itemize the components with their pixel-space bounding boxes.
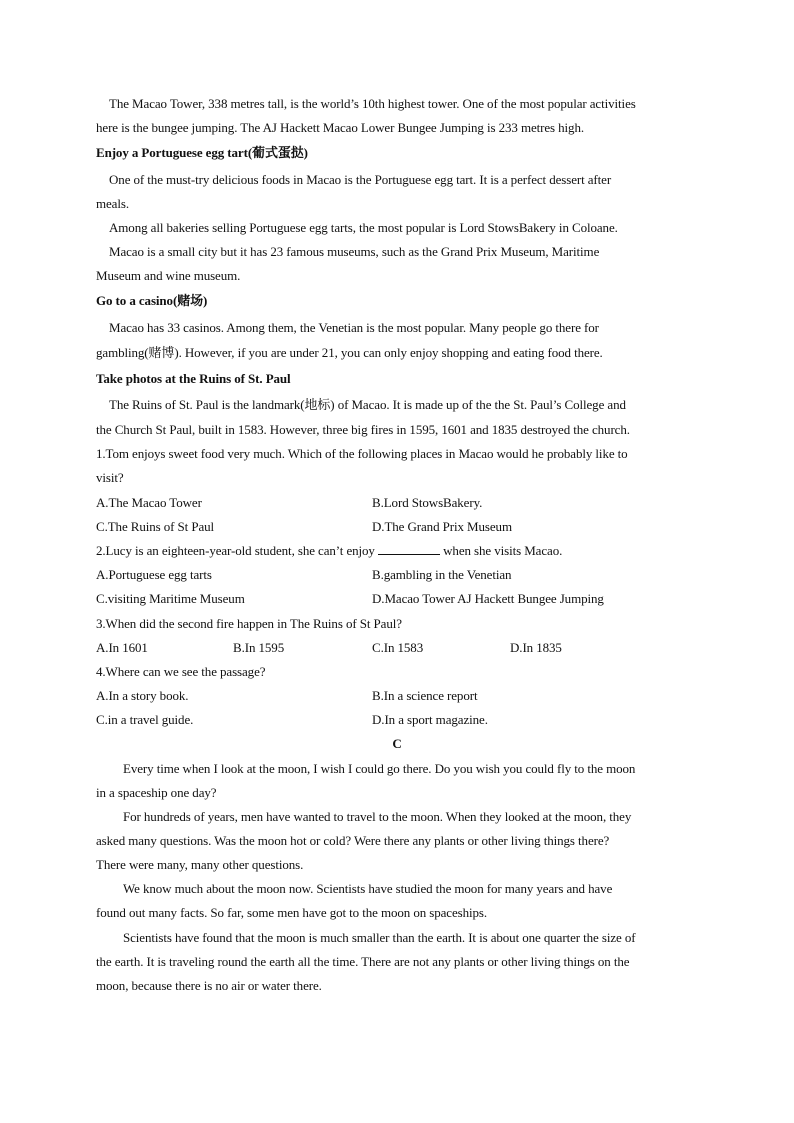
q3-option-d: D.In 1835 — [510, 640, 562, 655]
ruins-heading: Take photos at the Ruins of St. Paul — [96, 371, 291, 386]
moon-paragraph-1-cont: in a spaceship one day? — [96, 785, 217, 800]
q3-option-c: C.In 1583 — [372, 640, 424, 655]
egg-tart-paragraph-cont: meals. — [96, 196, 129, 211]
moon-paragraph-2-end: There were many, many other questions. — [96, 857, 304, 872]
museums-paragraph-cont: Museum and wine museum. — [96, 268, 241, 283]
question-1: 1.Tom enjoys sweet food very much. Which of the following places in Macao would he probably like to — [96, 446, 628, 461]
macao-tower-paragraph: The Macao Tower, 338 metres tall, is the world’s 10th highest tower. One of the most popular activities — [109, 96, 636, 111]
q1-option-a: A.The Macao Tower — [96, 495, 202, 510]
question-3: 3.When did the second fire happen in The Ruins of St Paul? — [96, 616, 402, 631]
question-2 — [96, 543, 562, 559]
ruins-paragraph: The Ruins of St. Paul is the landmark(地标) of Macao. It is made up of the the St. Paul’s College and — [109, 397, 626, 412]
question-2-text-end: when she visits Macao. — [439, 543, 563, 558]
moon-paragraph-4-end: moon, because there is no air or water there. — [96, 978, 322, 993]
q3-option-a: A.In 1601 — [96, 640, 148, 655]
moon-paragraph-4-cont: the earth. It is traveling round the earth all the time. There are not any plants or other living things on the — [96, 954, 630, 969]
section-c-title: C — [392, 736, 402, 751]
q4-option-c: C.in a travel guide. — [96, 712, 194, 727]
casino-heading: Go to a casino(赌场) — [96, 293, 208, 308]
q1-option-d: D.The Grand Prix Museum — [372, 519, 512, 534]
q1-option-b: B.Lord StowsBakery. — [372, 495, 483, 510]
ruins-paragraph-cont: the Church St Paul, built in 1583. However, three big fires in 1595, 1601 and 1835 destroyed the church. — [96, 422, 630, 437]
casino-paragraph-cont: gambling(赌博). However, if you are under 21, you can only enjoy shopping and eating food there. — [96, 345, 603, 360]
q2-option-b: B.gambling in the Venetian — [372, 567, 512, 582]
moon-paragraph-2-cont: asked many questions. Was the moon hot or cold? Were there any plants or other living things there? — [96, 833, 610, 848]
q2-option-a: A.Portuguese egg tarts — [96, 567, 212, 582]
bakery-paragraph: Among all bakeries selling Portuguese egg tarts, the most popular is Lord StowsBakery in Coloane. — [109, 220, 618, 235]
q4-option-b: B.In a science report — [372, 688, 478, 703]
moon-paragraph-3-cont: found out many facts. So far, some men have got to the moon on spaceships. — [96, 905, 488, 920]
answer-blank — [378, 543, 440, 555]
macao-tower-paragraph-cont: here is the bungee jumping. The AJ Hackett Macao Lower Bungee Jumping is 233 metres high. — [96, 120, 585, 135]
question-1-cont: visit? — [96, 470, 124, 485]
moon-paragraph-1: Every time when I look at the moon, I wish I could go there. Do you wish you could fly to the moon — [123, 761, 636, 776]
moon-paragraph-2: For hundreds of years, men have wanted to travel to the moon. When they looked at the moon, they — [123, 809, 632, 824]
egg-tart-paragraph: One of the must-try delicious foods in Macao is the Portuguese egg tart. It is a perfect dessert after — [109, 172, 612, 187]
casino-paragraph: Macao has 33 casinos. Among them, the Venetian is the most popular. Many people go there for — [109, 320, 599, 335]
question-4: 4.Where can we see the passage? — [96, 664, 266, 679]
q2-option-c: C.visiting Maritime Museum — [96, 591, 245, 606]
q4-option-a: A.In a story book. — [96, 688, 189, 703]
moon-paragraph-4: Scientists have found that the moon is much smaller than the earth. It is about one quarter the size of — [123, 930, 636, 945]
question-2-text: 2.Lucy is an eighteen-year-old student, she can’t enjoy — [96, 543, 378, 558]
egg-tart-heading: Enjoy a Portuguese egg tart(葡式蛋挞) — [96, 145, 308, 160]
moon-paragraph-3: We know much about the moon now. Scientists have studied the moon for many years and have — [123, 881, 613, 896]
q4-option-d: D.In a sport magazine. — [372, 712, 488, 727]
q1-option-c: C.The Ruins of St Paul — [96, 519, 215, 534]
q2-option-d: D.Macao Tower AJ Hackett Bungee Jumping — [372, 591, 604, 606]
museums-paragraph: Macao is a small city but it has 23 famous museums, such as the Grand Prix Museum, Maritime — [109, 244, 600, 259]
q3-option-b: B.In 1595 — [233, 640, 285, 655]
